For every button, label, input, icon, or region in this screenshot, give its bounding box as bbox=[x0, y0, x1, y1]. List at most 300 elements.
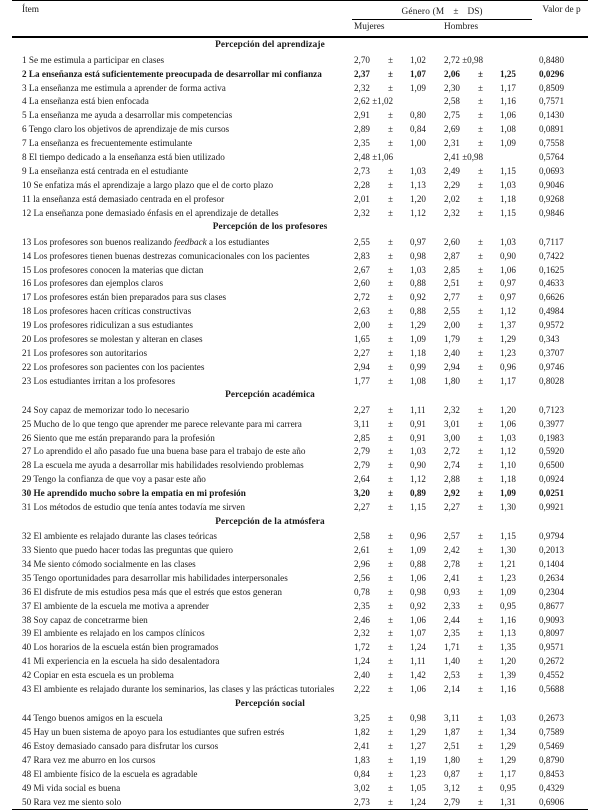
women-mean: 2,61 bbox=[352, 544, 386, 558]
men-mean: 2,77 bbox=[442, 291, 476, 305]
women-pm-symbol: ± bbox=[386, 81, 408, 95]
men-mean: 2,42 bbox=[442, 544, 476, 558]
women-pm-symbol: ± bbox=[386, 767, 408, 781]
women-pm-symbol: ± bbox=[386, 459, 408, 473]
women-sd: 1,24 bbox=[408, 795, 442, 809]
men-mean: 2,69 bbox=[442, 123, 476, 137]
men-mean: 3,01 bbox=[442, 417, 476, 431]
men-sd: 1,17 bbox=[498, 81, 532, 95]
men-pm-symbol: ± bbox=[476, 178, 498, 192]
women-pm-symbol: ± bbox=[386, 572, 408, 586]
men-sd: 1,20 bbox=[498, 655, 532, 669]
men-sd: 1,23 bbox=[498, 572, 532, 586]
p-value: 0,0891 bbox=[532, 123, 588, 137]
item-label: 20 Los profesores se molestan y alteran en clases bbox=[12, 333, 352, 347]
women-mean: 1,77 bbox=[352, 374, 386, 388]
women-sd: 1,05 bbox=[408, 781, 442, 795]
table-row bbox=[12, 613, 588, 627]
men-sd: 1,17 bbox=[498, 374, 532, 388]
item-label: 42 Copiar en esta escuela es un problema bbox=[12, 669, 352, 683]
men-sd: 0,96 bbox=[498, 360, 532, 374]
women-mean: 2,79 bbox=[352, 459, 386, 473]
men-sd: 1,20 bbox=[498, 403, 532, 417]
men-pm-symbol: ± bbox=[476, 192, 498, 206]
men-pm-symbol: ± bbox=[476, 641, 498, 655]
women-pm-symbol: ± bbox=[386, 558, 408, 572]
women-sd: 0,88 bbox=[408, 277, 442, 291]
men-sd: 1,03 bbox=[498, 178, 532, 192]
p-value: 0,6906 bbox=[532, 795, 588, 809]
p-value: 0,7422 bbox=[532, 249, 588, 263]
women-pm-symbol: ± bbox=[386, 360, 408, 374]
men-mean: 2,74 bbox=[442, 459, 476, 473]
section-title: Percepción de los profesores bbox=[12, 220, 588, 235]
men-value-merged: 2,41 ±0,98 bbox=[442, 151, 532, 165]
women-sd: 1,03 bbox=[408, 445, 442, 459]
men-pm-symbol: ± bbox=[476, 445, 498, 459]
men-mean: 2,27 bbox=[442, 501, 476, 515]
men-sd: 1,29 bbox=[498, 740, 532, 754]
women-pm-symbol: ± bbox=[386, 599, 408, 613]
men-mean: 2,78 bbox=[442, 558, 476, 572]
women-pm-symbol: ± bbox=[386, 669, 408, 683]
men-sd: 1,31 bbox=[498, 795, 532, 809]
women-pm-symbol: ± bbox=[386, 487, 408, 501]
women-sd: 1,20 bbox=[408, 192, 442, 206]
men-pm-symbol: ± bbox=[476, 655, 498, 669]
item-label: 21 Los profesores son autoritarios bbox=[12, 347, 352, 361]
item-label: 46 Estoy demasiado cansado para disfrutar los cursos bbox=[12, 740, 352, 754]
men-pm-symbol: ± bbox=[476, 360, 498, 374]
table-row bbox=[12, 165, 588, 179]
women-sd: 0,92 bbox=[408, 291, 442, 305]
p-value: 0,4984 bbox=[532, 305, 588, 319]
women-mean: 0,78 bbox=[352, 585, 386, 599]
men-value-merged: 2,72 ±0,98 bbox=[442, 53, 532, 67]
men-pm-symbol: ± bbox=[476, 137, 498, 151]
men-mean: 2,57 bbox=[442, 530, 476, 544]
men-mean: 2,06 bbox=[442, 67, 476, 81]
men-pm-symbol: ± bbox=[476, 277, 498, 291]
p-value: 0,7117 bbox=[532, 235, 588, 249]
women-pm-symbol: ± bbox=[386, 235, 408, 249]
women-pm-symbol: ± bbox=[386, 319, 408, 333]
item-label: 44 Tengo buenos amigos en la escuela bbox=[12, 712, 352, 726]
women-sd: 1,06 bbox=[408, 683, 442, 697]
women-mean: 2,46 bbox=[352, 613, 386, 627]
men-sd: 1,15 bbox=[498, 530, 532, 544]
p-value: 0,2634 bbox=[532, 572, 588, 586]
men-sd: 1,08 bbox=[498, 123, 532, 137]
women-mean: 2,73 bbox=[352, 795, 386, 809]
table-row bbox=[12, 655, 588, 669]
item-label: 19 Los profesores ridiculizan a sus estudiantes bbox=[12, 319, 352, 333]
p-value: 0,1430 bbox=[532, 109, 588, 123]
men-pm-symbol: ± bbox=[476, 726, 498, 740]
women-sd: 1,19 bbox=[408, 754, 442, 768]
item-label: 36 El disfrute de mis estudios pesa más que el estrés que estos generan bbox=[12, 585, 352, 599]
table-row bbox=[12, 572, 588, 586]
p-value: 0,6626 bbox=[532, 291, 588, 305]
women-mean: 2,40 bbox=[352, 669, 386, 683]
p-value: 0,9921 bbox=[532, 501, 588, 515]
women-mean: 2,91 bbox=[352, 109, 386, 123]
table-row bbox=[12, 754, 588, 768]
table-row bbox=[12, 487, 588, 501]
men-pm-symbol: ± bbox=[476, 795, 498, 809]
table-row bbox=[12, 53, 588, 67]
table-body bbox=[12, 38, 588, 810]
p-value: 0,8677 bbox=[532, 599, 588, 613]
table-row bbox=[12, 795, 588, 809]
men-mean: 2,53 bbox=[442, 669, 476, 683]
men-mean: 2,94 bbox=[442, 360, 476, 374]
men-sd: 1,06 bbox=[498, 109, 532, 123]
item-label: 48 El ambiente físico de la escuela es agradable bbox=[12, 767, 352, 781]
p-value: 0,7123 bbox=[532, 403, 588, 417]
men-sd: 1,29 bbox=[498, 333, 532, 347]
women-pm-symbol: ± bbox=[386, 641, 408, 655]
men-sd: 1,06 bbox=[498, 263, 532, 277]
column-header-p-value: Valor de p bbox=[532, 1, 588, 19]
men-sd: 1,06 bbox=[498, 417, 532, 431]
table-row bbox=[12, 781, 588, 795]
p-value: 0,1625 bbox=[532, 263, 588, 277]
men-mean: 2,30 bbox=[442, 81, 476, 95]
p-value: 0,0924 bbox=[532, 473, 588, 487]
p-value: 0,2673 bbox=[532, 712, 588, 726]
men-sd: 1,18 bbox=[498, 192, 532, 206]
men-pm-symbol: ± bbox=[476, 712, 498, 726]
table-row bbox=[12, 123, 588, 137]
women-sd: 1,42 bbox=[408, 669, 442, 683]
men-sd: 1,09 bbox=[498, 137, 532, 151]
women-sd: 1,23 bbox=[408, 767, 442, 781]
women-mean: 2,00 bbox=[352, 319, 386, 333]
item-label: 13 Los profesores son buenos realizando feedback a los estudiantes bbox=[12, 235, 352, 249]
section-title: Percepción académica bbox=[12, 388, 588, 403]
p-value: 0,4329 bbox=[532, 781, 588, 795]
p-value: 0,8097 bbox=[532, 627, 588, 641]
men-pm-symbol: ± bbox=[476, 767, 498, 781]
women-pm-symbol: ± bbox=[386, 613, 408, 627]
gender-sd-label: DS) bbox=[467, 7, 482, 17]
table-row bbox=[12, 669, 588, 683]
women-pm-symbol: ± bbox=[386, 740, 408, 754]
women-pm-symbol: ± bbox=[386, 655, 408, 669]
item-label: 14 Los profesores tienen buenas destrezas comunicacionales con los pacientes bbox=[12, 249, 352, 263]
men-pm-symbol: ± bbox=[476, 291, 498, 305]
men-mean: 2,40 bbox=[442, 347, 476, 361]
men-mean: 2,35 bbox=[442, 627, 476, 641]
women-mean: 3,20 bbox=[352, 487, 386, 501]
p-value: 0,9093 bbox=[532, 613, 588, 627]
men-mean: 3,12 bbox=[442, 781, 476, 795]
item-label: 17 Los profesores están bien preparados para sus clases bbox=[12, 291, 352, 305]
table-row bbox=[12, 333, 588, 347]
item-label: 5 La enseñanza me ayuda a desarrollar mis competencias bbox=[12, 109, 352, 123]
women-sd: 1,29 bbox=[408, 726, 442, 740]
table-row bbox=[12, 473, 588, 487]
men-pm-symbol: ± bbox=[476, 403, 498, 417]
men-mean: 3,11 bbox=[442, 712, 476, 726]
women-mean: 2,79 bbox=[352, 445, 386, 459]
women-sd: 0,92 bbox=[408, 599, 442, 613]
women-sd: 0,96 bbox=[408, 530, 442, 544]
p-value: 0,9268 bbox=[532, 192, 588, 206]
p-value: 0,5920 bbox=[532, 445, 588, 459]
item-label: 49 Mi vida social es buena bbox=[12, 781, 352, 795]
item-label: 16 Los profesores dan ejemplos claros bbox=[12, 277, 352, 291]
men-pm-symbol: ± bbox=[476, 347, 498, 361]
men-mean: 2,79 bbox=[442, 795, 476, 809]
table-header bbox=[12, 1, 588, 39]
women-pm-symbol: ± bbox=[386, 473, 408, 487]
women-mean: 2,63 bbox=[352, 305, 386, 319]
women-sd: 1,11 bbox=[408, 655, 442, 669]
section-title: Percepción del aprendizaje bbox=[12, 38, 588, 53]
item-label: 12 La enseñanza pone demasiado énfasis en el aprendizaje de detalles bbox=[12, 206, 352, 220]
men-sd: 1,15 bbox=[498, 206, 532, 220]
men-mean: 2,92 bbox=[442, 487, 476, 501]
men-pm-symbol: ± bbox=[476, 613, 498, 627]
men-sd: 1,23 bbox=[498, 347, 532, 361]
p-value: 0,7589 bbox=[532, 726, 588, 740]
men-pm-symbol: ± bbox=[476, 123, 498, 137]
men-mean: 2,29 bbox=[442, 178, 476, 192]
men-mean: 0,93 bbox=[442, 585, 476, 599]
p-value: 0,1404 bbox=[532, 558, 588, 572]
women-sd: 0,98 bbox=[408, 249, 442, 263]
p-value: 0,9746 bbox=[532, 360, 588, 374]
item-label: 28 La escuela me ayuda a desarrollar mis habilidades resolviendo problemas bbox=[12, 459, 352, 473]
men-mean: 1,80 bbox=[442, 374, 476, 388]
women-mean: 2,27 bbox=[352, 403, 386, 417]
men-sd: 1,18 bbox=[498, 473, 532, 487]
women-mean: 1,72 bbox=[352, 641, 386, 655]
p-value: 0,9794 bbox=[532, 530, 588, 544]
women-sd: 1,07 bbox=[408, 67, 442, 81]
men-sd: 1,29 bbox=[498, 754, 532, 768]
women-pm-symbol: ± bbox=[386, 683, 408, 697]
women-mean: 2,28 bbox=[352, 178, 386, 192]
column-header-men: Hombres bbox=[442, 19, 532, 37]
table-row bbox=[12, 417, 588, 431]
men-sd: 1,30 bbox=[498, 544, 532, 558]
women-mean: 2,32 bbox=[352, 206, 386, 220]
item-label: 7 La enseñanza es frecuentemente estimulante bbox=[12, 137, 352, 151]
men-mean: 2,55 bbox=[442, 305, 476, 319]
women-sd: 1,12 bbox=[408, 473, 442, 487]
column-header-gender bbox=[352, 1, 532, 19]
table-row bbox=[12, 277, 588, 291]
women-mean: 1,24 bbox=[352, 655, 386, 669]
men-mean: 1,80 bbox=[442, 754, 476, 768]
women-mean: 1,65 bbox=[352, 333, 386, 347]
women-sd: 1,03 bbox=[408, 165, 442, 179]
women-pm-symbol: ± bbox=[386, 67, 408, 81]
women-mean: 2,55 bbox=[352, 235, 386, 249]
men-sd: 1,12 bbox=[498, 305, 532, 319]
men-mean: 1,71 bbox=[442, 641, 476, 655]
women-sd: 0,97 bbox=[408, 235, 442, 249]
men-mean: 2,51 bbox=[442, 277, 476, 291]
men-sd: 1,25 bbox=[498, 67, 532, 81]
men-sd: 1,17 bbox=[498, 767, 532, 781]
women-mean: 2,56 bbox=[352, 572, 386, 586]
men-mean: 2,88 bbox=[442, 473, 476, 487]
men-pm-symbol: ± bbox=[476, 263, 498, 277]
table-row bbox=[12, 67, 588, 81]
men-pm-symbol: ± bbox=[476, 572, 498, 586]
men-mean: 2,00 bbox=[442, 319, 476, 333]
table-row bbox=[12, 683, 588, 697]
women-pm-symbol: ± bbox=[386, 305, 408, 319]
women-mean: 2,85 bbox=[352, 431, 386, 445]
men-mean: 2,31 bbox=[442, 137, 476, 151]
women-pm-symbol: ± bbox=[386, 781, 408, 795]
table-row bbox=[12, 360, 588, 374]
women-sd: 1,29 bbox=[408, 319, 442, 333]
p-value: 0,9046 bbox=[532, 178, 588, 192]
men-sd: 1,12 bbox=[498, 445, 532, 459]
column-header-item: Ítem bbox=[12, 1, 352, 19]
men-mean: 2,51 bbox=[442, 740, 476, 754]
p-value: 0,5469 bbox=[532, 740, 588, 754]
women-mean: 2,22 bbox=[352, 683, 386, 697]
men-mean: 2,75 bbox=[442, 109, 476, 123]
section-header-row bbox=[12, 697, 588, 712]
women-pm-symbol: ± bbox=[386, 795, 408, 809]
section-header-row bbox=[12, 388, 588, 403]
women-pm-symbol: ± bbox=[386, 374, 408, 388]
women-mean: 0,84 bbox=[352, 767, 386, 781]
men-mean: 2,44 bbox=[442, 613, 476, 627]
men-pm-symbol: ± bbox=[476, 374, 498, 388]
men-sd: 1,09 bbox=[498, 585, 532, 599]
men-sd: 1,03 bbox=[498, 431, 532, 445]
item-label: 26 Siento que me están preparando para la profesión bbox=[12, 431, 352, 445]
women-sd: 1,08 bbox=[408, 374, 442, 388]
header-row-secondary bbox=[12, 19, 588, 37]
women-pm-symbol: ± bbox=[386, 263, 408, 277]
men-sd: 1,03 bbox=[498, 712, 532, 726]
women-mean: 2,89 bbox=[352, 123, 386, 137]
p-value: 0,4633 bbox=[532, 277, 588, 291]
gender-pm-symbol: ± bbox=[453, 7, 458, 17]
table-row bbox=[12, 178, 588, 192]
item-label: 9 La enseñanza está centrada en el estudiante bbox=[12, 165, 352, 179]
item-label: 6 Tengo claro los objetivos de aprendizaje de mis cursos bbox=[12, 123, 352, 137]
item-label: 3 La enseñanza me estimula a aprender de forma activa bbox=[12, 81, 352, 95]
women-pm-symbol: ± bbox=[386, 165, 408, 179]
men-sd: 0,97 bbox=[498, 291, 532, 305]
women-pm-symbol: ± bbox=[386, 178, 408, 192]
table-row bbox=[12, 558, 588, 572]
women-sd: 0,90 bbox=[408, 459, 442, 473]
women-pm-symbol: ± bbox=[386, 627, 408, 641]
women-pm-symbol: ± bbox=[386, 333, 408, 347]
men-pm-symbol: ± bbox=[476, 754, 498, 768]
men-mean: 2,49 bbox=[442, 165, 476, 179]
women-pm-symbol: ± bbox=[386, 277, 408, 291]
women-mean: 3,11 bbox=[352, 417, 386, 431]
women-sd: 1,18 bbox=[408, 347, 442, 361]
men-pm-symbol: ± bbox=[476, 95, 498, 109]
p-value: 0,8480 bbox=[532, 53, 588, 67]
men-mean: 1,79 bbox=[442, 333, 476, 347]
men-pm-symbol: ± bbox=[476, 109, 498, 123]
women-sd: 1,12 bbox=[408, 206, 442, 220]
p-value: 0,4552 bbox=[532, 669, 588, 683]
women-sd: 1,03 bbox=[408, 263, 442, 277]
men-mean: 2,60 bbox=[442, 235, 476, 249]
men-sd: 1,03 bbox=[498, 235, 532, 249]
item-label: 31 Los métodos de estudio que tenía antes todavía me sirven bbox=[12, 501, 352, 515]
item-label: 15 Los profesores conocen la materias que dictan bbox=[12, 263, 352, 277]
p-value: 0,3707 bbox=[532, 347, 588, 361]
item-label: 50 Rara vez me siento solo bbox=[12, 795, 352, 809]
table-row bbox=[12, 627, 588, 641]
men-pm-symbol: ± bbox=[476, 81, 498, 95]
item-label: 11 la enseñanza está demasiado centrada en el profesor bbox=[12, 192, 352, 206]
women-pm-symbol: ± bbox=[386, 431, 408, 445]
women-pm-symbol: ± bbox=[386, 585, 408, 599]
women-pm-symbol: ± bbox=[386, 137, 408, 151]
p-value: 0,6500 bbox=[532, 459, 588, 473]
table-row bbox=[12, 544, 588, 558]
p-value: 0,8509 bbox=[532, 81, 588, 95]
men-pm-symbol: ± bbox=[476, 206, 498, 220]
item-label: 18 Los profesores hacen críticas constructivas bbox=[12, 305, 352, 319]
p-value: 0,2672 bbox=[532, 655, 588, 669]
women-sd: 0,98 bbox=[408, 585, 442, 599]
italic-term: feedback bbox=[174, 237, 207, 247]
men-sd: 1,10 bbox=[498, 459, 532, 473]
men-pm-symbol: ± bbox=[476, 501, 498, 515]
table-row bbox=[12, 319, 588, 333]
women-mean: 2,27 bbox=[352, 501, 386, 515]
table-row bbox=[12, 95, 588, 109]
men-sd: 0,97 bbox=[498, 277, 532, 291]
table-row bbox=[12, 641, 588, 655]
item-label: 22 Los profesores son pacientes con los pacientes bbox=[12, 360, 352, 374]
p-value: 0,2304 bbox=[532, 585, 588, 599]
women-mean: 2,67 bbox=[352, 263, 386, 277]
men-mean: 2,87 bbox=[442, 249, 476, 263]
men-pm-symbol: ± bbox=[476, 781, 498, 795]
p-value: 0,9571 bbox=[532, 641, 588, 655]
item-label: 38 Soy capaz de concetrarme bien bbox=[12, 613, 352, 627]
p-value: 0,3977 bbox=[532, 417, 588, 431]
women-pm-symbol: ± bbox=[386, 501, 408, 515]
men-pm-symbol: ± bbox=[476, 165, 498, 179]
women-sd: 0,89 bbox=[408, 487, 442, 501]
item-label: 1 Se me estimula a participar en clases bbox=[12, 53, 352, 67]
p-value: 0,7558 bbox=[532, 137, 588, 151]
women-mean: 2,64 bbox=[352, 473, 386, 487]
men-sd: 1,16 bbox=[498, 613, 532, 627]
men-sd: 1,30 bbox=[498, 501, 532, 515]
men-sd: 0,95 bbox=[498, 599, 532, 613]
section-header-row bbox=[12, 515, 588, 530]
item-label: 30 He aprendido mucho sobre la empatia en mi profesión bbox=[12, 487, 352, 501]
women-mean: 2,72 bbox=[352, 291, 386, 305]
item-label: 24 Soy capaz de memorizar todo lo necesario bbox=[12, 403, 352, 417]
item-label: 34 Me siento cómodo socialmente en las clases bbox=[12, 558, 352, 572]
p-value: 0,5688 bbox=[532, 683, 588, 697]
men-pm-symbol: ± bbox=[476, 319, 498, 333]
